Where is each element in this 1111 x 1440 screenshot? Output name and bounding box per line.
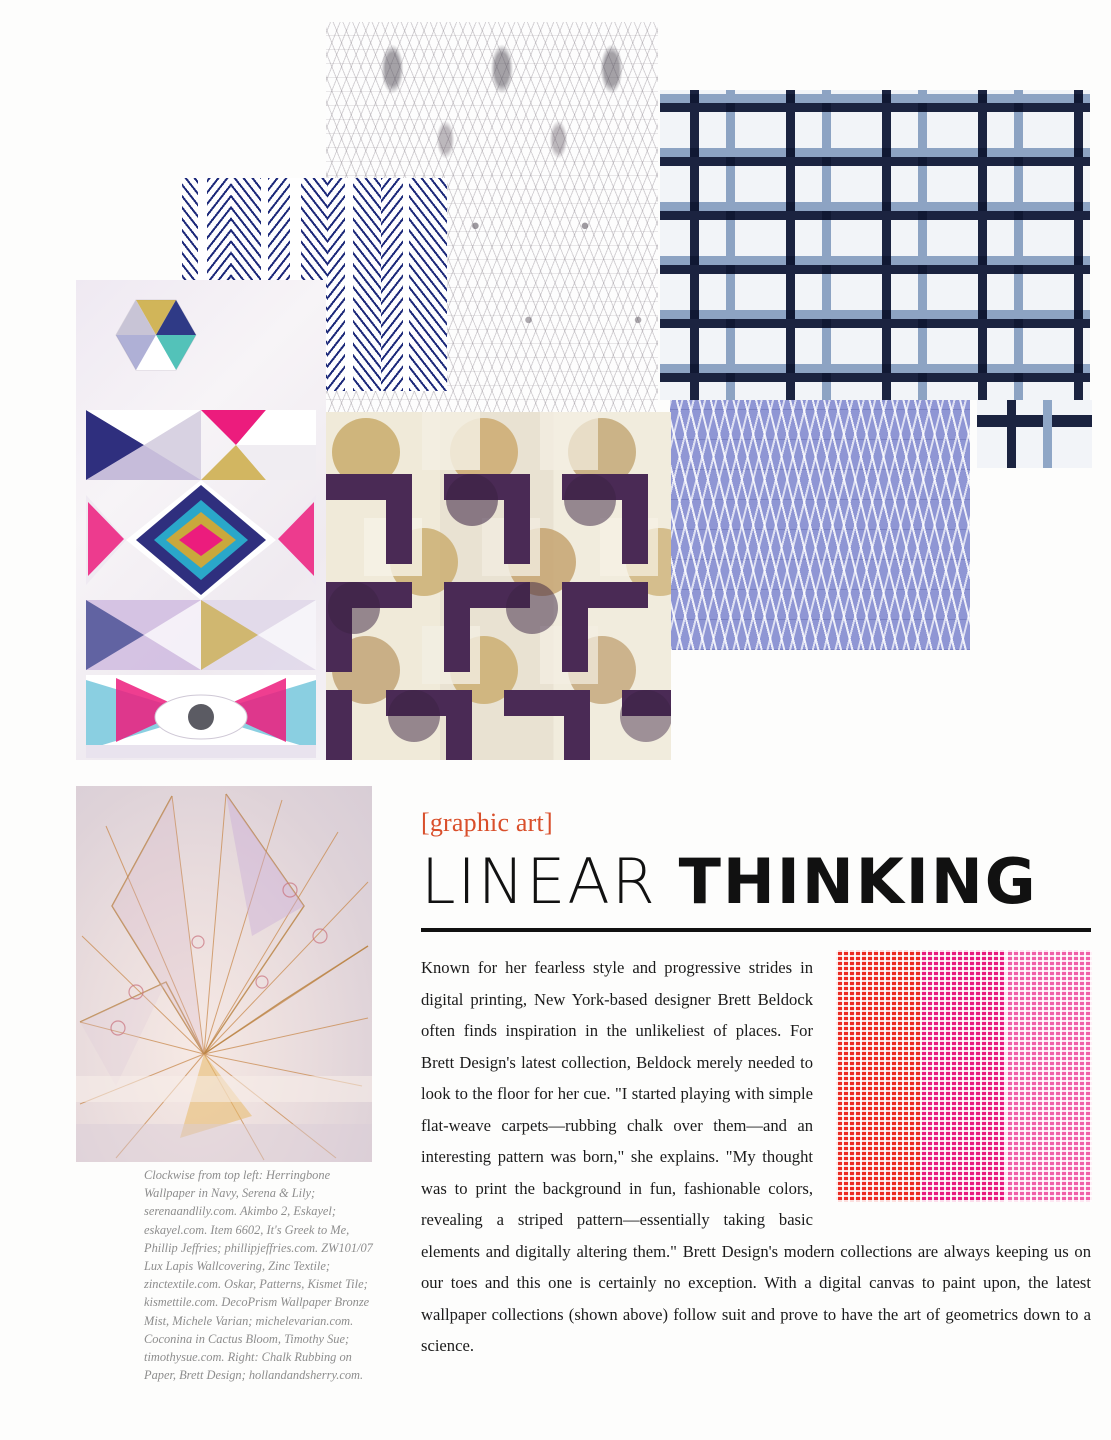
article-body-text: Known for her fearless style and progressive strides in digital printing, New York-based designer Brett Beldock often finds inspiration in the unlikeliest of places. For Brett Design's latest collection, Beldock merely needed to look to the floor for her cue. "I started playing with simple flat-weave carpets—rubbing chalk over them—and an interesting pattern was born," she explains. "My thought was to print the background in fun, fashionable colors, revealing a striped pattern—essentially taking basic elements and digitally altering them." Brett Design's modern collections are always keeping us on our toes and this one is certainly no exception. With a digital canvas to paint upon, the latest wallpaper collections (shown above) follow suit and prove to have the art of geometrics down to a science. <box>421 958 1091 1355</box>
headline-bold: THINKING <box>678 845 1038 918</box>
greek-key-tail-layer <box>977 400 1092 468</box>
swatch-chalk-rubbing <box>76 786 372 1162</box>
headline-rule <box>421 928 1091 932</box>
swatch-greek-key-tail <box>977 400 1092 468</box>
kaleidoscope-shapes <box>76 280 326 760</box>
chalk-lines <box>76 786 372 1162</box>
photo-credit: Clockwise from top left: Herringbone Wallpaper in Navy, Serena & Lily; serenaandlily.com. Akimbo 2, Eskayel; eskayel.com. Item 6602, It's Greek to Me, Phillip Jeffries; phillipjeffries.com. ZW101/07 Lux Lapis Wallcovering, Zinc Textile; zinctextile.com. Oskar, Patterns, Kismet Tile; kismettile.com. DecoPrism Wallpaper Bronze Mist, Michele Varian; michelevarian.com. Coconina in Cactus Bloom, Timothy Sue; timothysue.com. Right: Chalk Rubbing on Paper, Brett Design; hollandandsherry.com. <box>144 1168 373 1383</box>
swatch-deco-prism <box>326 412 671 760</box>
herringbone-stripe <box>345 178 353 391</box>
swatch-herringbone-periwinkle <box>670 400 970 650</box>
kicker: [graphic art] <box>421 808 553 837</box>
headline-light: LINEAR <box>421 845 679 918</box>
swatch-kaleidoscope <box>76 280 326 760</box>
periwinkle-pattern-layer <box>670 400 970 650</box>
herringbone-stripe <box>327 178 345 391</box>
greek-key-light-layer <box>660 90 1090 400</box>
swatch-greek-key <box>660 90 1090 400</box>
herringbone-stripe <box>353 178 381 391</box>
body-image-spacer <box>835 956 1091 1208</box>
herringbone-stripe <box>409 178 447 391</box>
article-body <box>421 952 1091 1362</box>
deco-prism-shapes <box>326 412 671 760</box>
page-title <box>421 845 1038 918</box>
herringbone-stripe <box>381 178 403 391</box>
